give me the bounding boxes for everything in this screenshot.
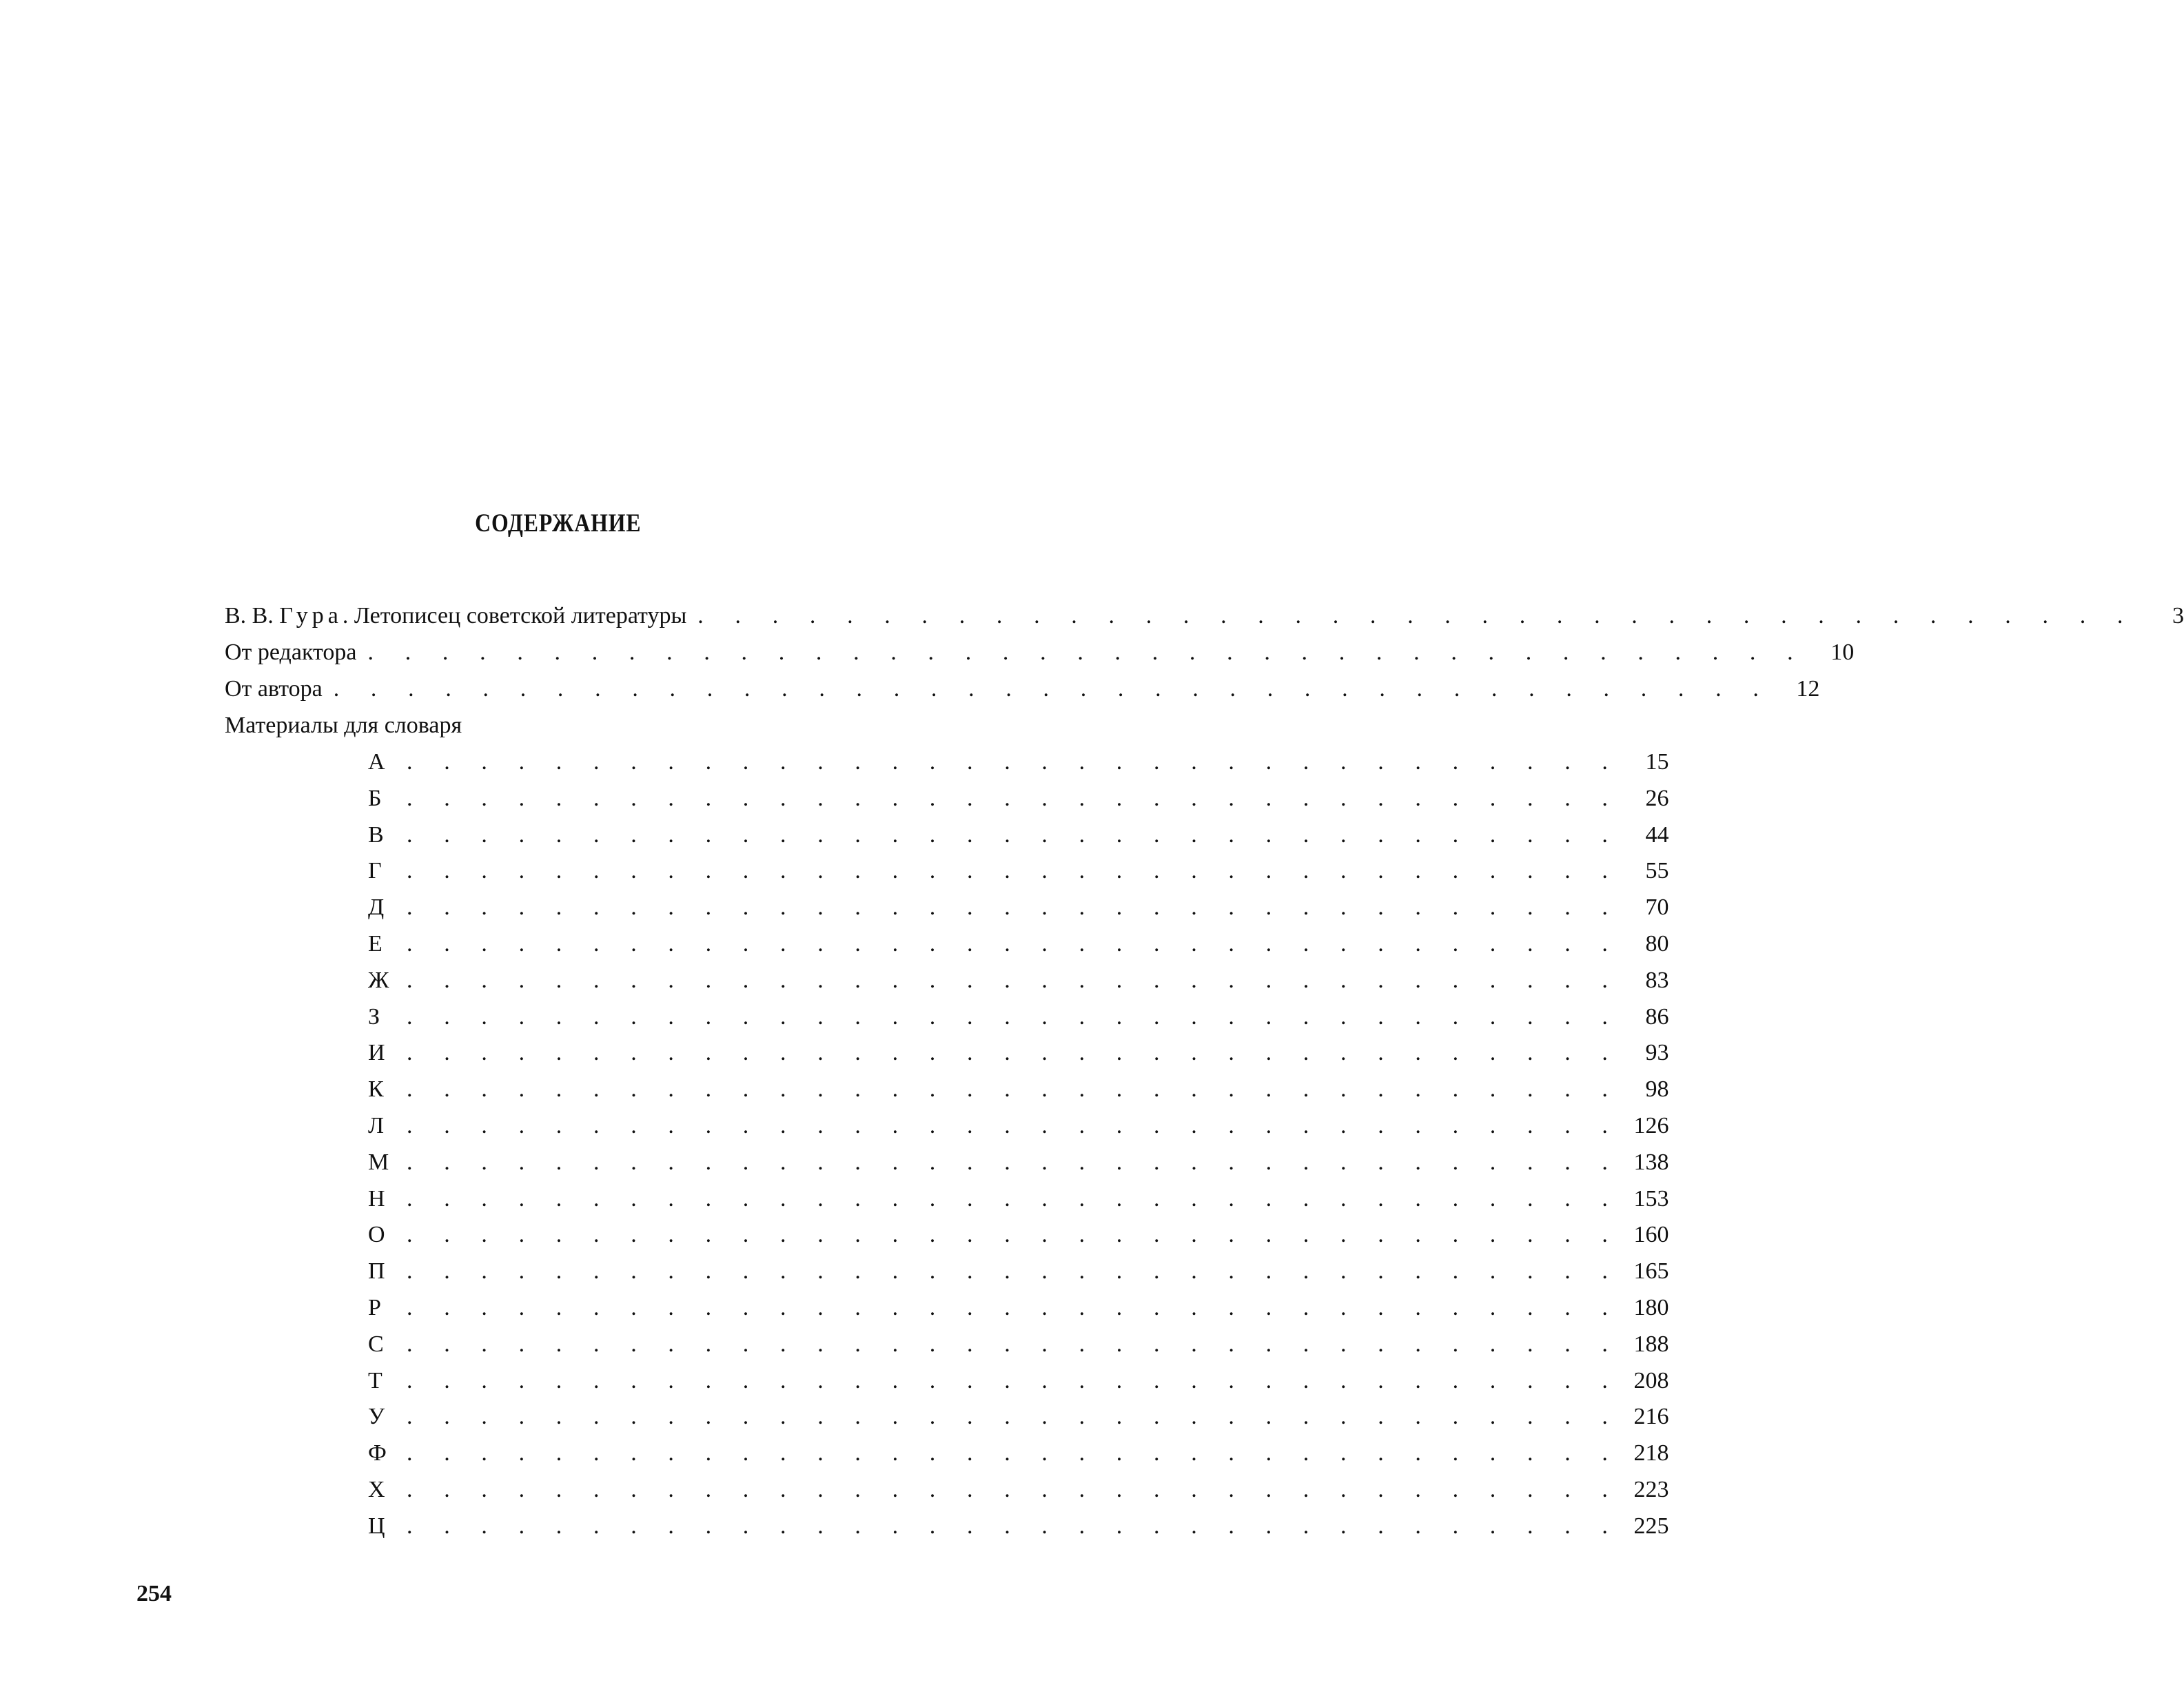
dot-leader: . . . . . . . . . . . . . . . . . . . . . . . . . . . . . . . . . <box>407 1404 1621 1430</box>
toc-page-number: 55 <box>1645 858 1669 884</box>
dot-leader: . . . . . . . . . . . . . . . . . . . . . . . . . . . . . . . . . <box>407 1185 1621 1212</box>
toc-letter: К <box>368 1076 384 1103</box>
dot-leader: . . . . . . . . . . . . . . . . . . . . . . . . . . . . . . . . . <box>407 967 1621 993</box>
toc-letter: Д <box>368 895 385 921</box>
toc-letter-entry <box>368 1254 1669 1289</box>
toc-entry-label: От автора <box>225 676 323 702</box>
toc-letter-entry <box>368 963 1669 999</box>
toc-letter-entry <box>368 1145 1669 1180</box>
toc-letter: И <box>368 1040 385 1066</box>
toc-letter-entry <box>368 926 1669 962</box>
toc-letter: Ж <box>368 967 389 993</box>
toc-page-number: 12 <box>1796 676 1820 702</box>
dot-leader: . . . . . . . . . . . . . . . . . . . . . . . . . . . . . . . . . <box>407 785 1621 811</box>
toc-letter: А <box>368 749 385 775</box>
toc-letter: Г <box>368 858 382 884</box>
page-title: СОДЕРЖАНИЕ <box>475 509 642 538</box>
toc-letter: Т <box>368 1367 382 1393</box>
toc-page-number: 86 <box>1645 1003 1669 1030</box>
toc-letter-entry <box>368 1509 1669 1544</box>
dot-leader: . . . . . . . . . . . . . . . . . . . . . . . . . . . . . . . . . <box>407 1149 1621 1175</box>
toc-page-number: 80 <box>1645 931 1669 957</box>
toc-letter-entry <box>368 1181 1669 1217</box>
dot-leader: . . . . . . . . . . . . . . . . . . . . . . . . . . . . . . . . . <box>407 1440 1621 1466</box>
toc-letter: Е <box>368 931 382 957</box>
toc-page-number: 218 <box>1633 1440 1669 1466</box>
toc-page-number: 26 <box>1645 785 1669 811</box>
toc-page-number: 126 <box>1633 1113 1669 1138</box>
toc-page-number: 98 <box>1645 1076 1669 1103</box>
toc-letter-entry <box>368 1108 1669 1144</box>
toc-letter-entry <box>368 1072 1669 1107</box>
dot-leader: . . . . . . . . . . . . . . . . . . . . . . . . . . . . . . . . . <box>407 931 1621 957</box>
toc-page-number: 70 <box>1645 895 1669 921</box>
dot-leader: . . . . . . . . . . . . . . . . . . . . . . . . . . . . . . . . . <box>407 1295 1621 1320</box>
toc-entry <box>225 635 1855 671</box>
toc-page-number: 208 <box>1633 1367 1669 1393</box>
dot-leader: . . . . . . . . . . . . . . . . . . . . . . . . . . . . . . . . . . . . . . . <box>333 676 1772 702</box>
toc-entry <box>225 598 2184 634</box>
toc-letter: У <box>368 1404 385 1430</box>
toc-letter: О <box>368 1222 385 1248</box>
toc-letter: Л <box>368 1113 385 1138</box>
toc-page-number: 160 <box>1633 1222 1669 1248</box>
toc-letter-entry <box>368 1327 1669 1362</box>
dot-leader: . . . . . . . . . . . . . . . . . . . . . . . . . . . . . . . . . <box>407 1513 1621 1539</box>
toc-page-number: 223 <box>1633 1477 1669 1502</box>
toc-page-number: 138 <box>1633 1149 1669 1175</box>
dot-leader: . . . . . . . . . . . . . . . . . . . . . . . . . . . . . . . . . <box>407 1003 1621 1030</box>
dot-leader: . . . . . . . . . . . . . . . . . . . . . . . . . . . . . . . . . . . . . . . <box>367 640 1806 665</box>
page-number: 254 <box>136 1581 172 1606</box>
section-heading-row <box>225 708 952 744</box>
section-heading: Материалы для словаря <box>225 713 462 738</box>
toc-page-number: 3 <box>2172 603 2184 628</box>
toc-letter-entry <box>368 1363 1669 1399</box>
toc-letter-entry <box>368 781 1669 817</box>
toc-letter-entry <box>368 817 1669 853</box>
toc-page-number: 165 <box>1633 1258 1669 1285</box>
toc-letter-entry <box>368 1035 1669 1071</box>
toc-letter: Ц <box>368 1513 385 1539</box>
toc-letter-entry <box>368 999 1669 1035</box>
toc-entry-label: В. В. Гура. Летописец советской литературы <box>225 603 687 628</box>
toc-letter: С <box>368 1331 384 1357</box>
toc-letter-entry <box>368 890 1669 926</box>
toc-letter: Р <box>368 1295 381 1320</box>
toc-entry <box>225 671 1820 707</box>
toc-page-number: 188 <box>1633 1331 1669 1357</box>
dot-leader: . . . . . . . . . . . . . . . . . . . . . . . . . . . . . . . . . <box>407 1331 1621 1357</box>
dot-leader: . . . . . . . . . . . . . . . . . . . . . . . . . . . . . . . . . <box>407 821 1621 848</box>
dot-leader: . . . . . . . . . . . . . . . . . . . . . . . . . . . . . . . . . <box>407 1477 1621 1502</box>
toc-letter-entry <box>368 1217 1669 1253</box>
toc-letter: З <box>368 1003 380 1030</box>
toc-letter: М <box>368 1149 389 1175</box>
toc-page-number: 180 <box>1633 1295 1669 1320</box>
dot-leader: . . . . . . . . . . . . . . . . . . . . . . . . . . . . . . . . . <box>407 858 1621 884</box>
toc-letter: П <box>368 1258 385 1285</box>
dot-leader: . . . . . . . . . . . . . . . . . . . . . . . . . . . . . . . . . <box>407 1258 1621 1285</box>
toc-entry-label: От редактора <box>225 640 357 665</box>
toc-letter-entry <box>368 1290 1669 1326</box>
toc-page-number: 44 <box>1645 821 1669 848</box>
toc-letter: Н <box>368 1185 385 1212</box>
dot-leader: . . . . . . . . . . . . . . . . . . . . . . . . . . . . . . . . . <box>407 749 1621 775</box>
dot-leader: . . . . . . . . . . . . . . . . . . . . . . . . . . . . . . . . . . . . . . . <box>697 603 2136 628</box>
toc-page-number: 93 <box>1645 1040 1669 1066</box>
dot-leader: . . . . . . . . . . . . . . . . . . . . . . . . . . . . . . . . . <box>407 1040 1621 1066</box>
toc-letter-entry <box>368 853 1669 889</box>
toc-letter-entry <box>368 1472 1669 1508</box>
toc-letter: В <box>368 821 384 848</box>
toc-page-number: 153 <box>1633 1185 1669 1212</box>
toc-page-number: 15 <box>1645 749 1669 775</box>
toc-letter-entry <box>368 1399 1669 1435</box>
toc-letter: Ф <box>368 1440 387 1466</box>
toc-letter-entry <box>368 744 1669 780</box>
toc-page-number: 216 <box>1633 1404 1669 1430</box>
dot-leader: . . . . . . . . . . . . . . . . . . . . . . . . . . . . . . . . . <box>407 1367 1621 1393</box>
toc-letter: Б <box>368 785 382 811</box>
toc-page-number: 225 <box>1633 1513 1669 1539</box>
dot-leader: . . . . . . . . . . . . . . . . . . . . . . . . . . . . . . . . . <box>407 1222 1621 1248</box>
dot-leader: . . . . . . . . . . . . . . . . . . . . . . . . . . . . . . . . . <box>407 1076 1621 1103</box>
dot-leader: . . . . . . . . . . . . . . . . . . . . . . . . . . . . . . . . . <box>407 895 1621 921</box>
toc-letter-entry <box>368 1435 1669 1471</box>
toc-page-number: 83 <box>1645 967 1669 993</box>
toc-letter: Х <box>368 1477 385 1502</box>
toc-page-number: 10 <box>1830 640 1855 665</box>
dot-leader: . . . . . . . . . . . . . . . . . . . . . . . . . . . . . . . . . <box>407 1113 1621 1138</box>
